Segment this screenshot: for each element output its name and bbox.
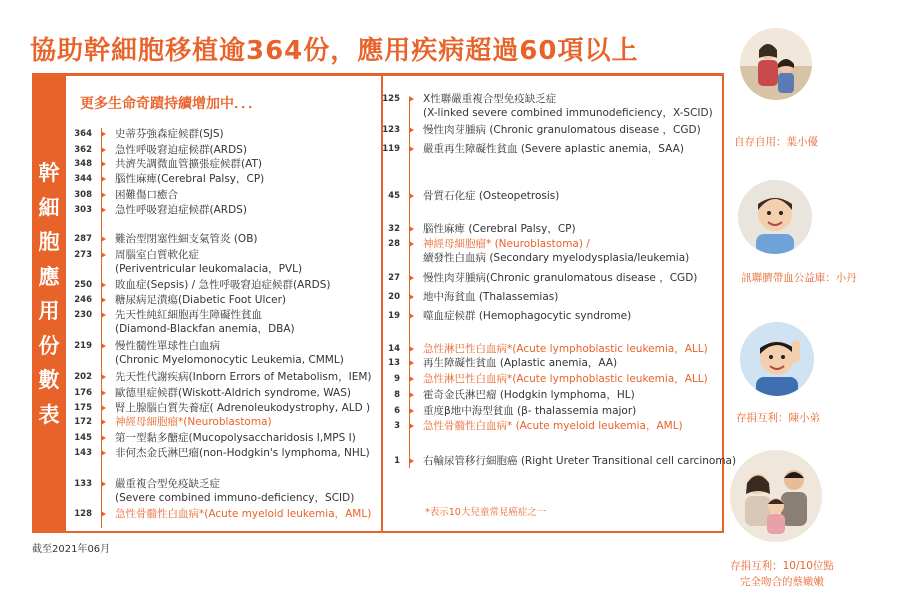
disease-name: [423, 223, 576, 237]
case-count: 125: [382, 94, 400, 104]
case-count: 175: [74, 403, 92, 413]
case-count: 45: [388, 191, 400, 201]
arrow-marker-icon: [101, 236, 106, 242]
disease-name: [423, 389, 635, 403]
disease-name-line: 糖尿病足潰瘍(Diabetic Foot Ulcer): [115, 294, 287, 306]
case-count: 348: [74, 159, 92, 169]
disease-name: [115, 309, 295, 336]
disease-name-line: 困難傷口癒合: [115, 189, 178, 201]
case-count: 13: [388, 358, 400, 368]
arrow-marker-icon: [101, 374, 106, 380]
case-count: 3: [394, 421, 400, 431]
case-count: 219: [74, 341, 92, 351]
case-count: 172: [74, 417, 92, 427]
case-count: 1: [394, 456, 400, 466]
disease-name: [115, 432, 356, 446]
disease-name: [423, 124, 701, 138]
arrow-marker-icon: [101, 435, 106, 441]
case-count: 32: [388, 224, 400, 234]
disease-name: [115, 158, 262, 172]
arrow-marker-icon: [101, 297, 106, 303]
disease-name-line: 腦性麻痺(Cerebral Palsy，CP): [115, 173, 265, 185]
disease-name-line: 急性淋巴性白血病*(Acute lymphoblastic leukemia，ALL): [423, 343, 708, 355]
disease-name: [115, 189, 178, 203]
left-timeline-line: [101, 128, 102, 528]
case-count: 6: [394, 406, 400, 416]
case-count: 273: [74, 250, 92, 260]
photo-illustration-3: [740, 322, 814, 396]
arrow-marker-icon: [409, 408, 414, 414]
disease-name-line: 第一型黏多醣症(Mucopolysaccharidosis I,MPS I): [115, 432, 356, 444]
photo-illustration-1: [740, 28, 812, 100]
arrow-marker-icon: [409, 360, 414, 366]
case-caption-3: 存捐互利：陳小弟: [736, 412, 820, 424]
arrow-marker-icon: [101, 312, 106, 318]
arrow-marker-icon: [101, 390, 106, 396]
disease-name-line: 史蒂芬強森症候群(SJS): [115, 128, 224, 140]
case-count: 303: [74, 205, 92, 215]
disease-name-line: 急性呼吸窘迫症候群(ARDS): [115, 204, 247, 216]
disease-name: [423, 238, 689, 265]
case-photo-boy-2: [740, 322, 814, 396]
case-count: 176: [74, 388, 92, 398]
disease-name: [115, 294, 286, 308]
disease-name: [423, 93, 713, 120]
disease-name: [115, 508, 371, 522]
sidebar-banner: [32, 76, 66, 533]
disease-name: [115, 173, 264, 187]
case-count: 19: [388, 311, 400, 321]
disease-name: [423, 373, 708, 387]
disease-name: [423, 455, 736, 469]
disease-name: [115, 233, 258, 247]
disease-name: [115, 279, 330, 293]
disease-name: [115, 416, 272, 430]
arrow-marker-icon: [101, 419, 106, 425]
disease-name: [423, 343, 708, 357]
arrow-marker-icon: [409, 226, 414, 232]
case-count: 143: [74, 448, 92, 458]
disease-name-line: 敗血症(Sepsis) / 急性呼吸窘迫症候群(ARDS): [115, 279, 331, 291]
disease-name-line: 慢性肉芽腫病(Chronic granulomatous disease ，CGD): [423, 272, 698, 284]
disease-name-line: (Chronic Myelomonocytic Leukemia, CMML): [115, 353, 344, 366]
disease-name: [115, 340, 344, 367]
arrow-marker-icon: [101, 450, 106, 456]
disease-name-line: 急性淋巴性白血病*(Acute lymphoblastic leukemia，ALL): [423, 373, 708, 385]
disease-name-line: 先天性純紅細胞再生障礙性貧血: [115, 309, 262, 321]
arrow-marker-icon: [101, 176, 106, 182]
disease-name-line: 急性骨髓性白血病*(Acute myeloid leukemia，AML): [115, 508, 372, 520]
case-count: 14: [388, 344, 400, 354]
case-count: 202: [74, 372, 92, 382]
disease-name: [423, 272, 697, 286]
arrow-marker-icon: [409, 392, 414, 398]
case-photo-family: [730, 450, 822, 542]
disease-name-line: 再生障礙性貧血 (Aplastic anemia，AA): [423, 357, 618, 369]
case-photo-boy-1: [738, 180, 812, 254]
case-count: 287: [74, 234, 92, 244]
arrow-marker-icon: [101, 252, 106, 258]
case-caption-1: 自存自用：葉小優: [734, 136, 818, 148]
disease-name-line: 神經母細胞瘤* (Neuroblastoma) /: [423, 238, 590, 250]
disease-name-line: 慢性髓性單球性白血病: [115, 340, 220, 352]
disease-name: [115, 447, 370, 461]
footnote: *表示10大兒童常見癌症之一: [425, 507, 547, 518]
disease-name-line: 腦性麻痺 (Cerebral Palsy，CP): [423, 223, 576, 235]
disease-name-line: X性聯嚴重複合型免疫缺乏症: [423, 93, 557, 105]
disease-name-line: 右輸尿管移行細胞癌 (Right Ureter Transitional cell carcinoma): [423, 455, 737, 467]
disease-name: [423, 357, 617, 371]
disease-name: [115, 371, 372, 385]
date-note: 截至2021年06月: [32, 544, 111, 555]
arrow-marker-icon: [409, 96, 414, 102]
arrow-marker-icon: [101, 282, 106, 288]
arrow-marker-icon: [101, 343, 106, 349]
disease-name-line: 慢性肉芽腫病 (Chronic granulomatous disease ，CGD): [423, 124, 701, 136]
disease-name: [423, 420, 683, 434]
disease-name-line: 重度β地中海型貧血 (β- thalassemia major): [423, 405, 637, 417]
disease-name-line: (X-linked severe combined immunodeficiency，X-SCID): [423, 106, 713, 119]
disease-name: [115, 478, 354, 505]
photo-illustration-4: [730, 450, 822, 542]
arrow-marker-icon: [101, 405, 106, 411]
disease-name: [115, 402, 370, 416]
disease-name-line: 急性呼吸窘迫症候群(ARDS): [115, 144, 247, 156]
disease-name-line: 周腦室白質軟化症: [115, 249, 199, 261]
arrow-marker-icon: [409, 346, 414, 352]
arrow-marker-icon: [101, 147, 106, 153]
case-count: 128: [74, 509, 92, 519]
disease-name-line: 地中海貧血 (Thalassemias): [423, 291, 559, 303]
disease-name-line: 難治型閉塞性細支氣管炎 (OB): [115, 233, 258, 245]
disease-name-line: 嚴重複合型免疫缺乏症: [115, 478, 220, 490]
case-caption-4: 存捐互利：10/10位點: [730, 560, 834, 572]
disease-name: [423, 190, 559, 204]
case-count: 28: [388, 239, 400, 249]
disease-name: [423, 143, 684, 157]
disease-name: [115, 387, 351, 401]
case-count: 119: [382, 144, 400, 154]
disease-name: [115, 249, 302, 276]
arrow-marker-icon: [409, 127, 414, 133]
case-count: 27: [388, 273, 400, 283]
case-count: 344: [74, 174, 92, 184]
disease-name-line: 神經母細胞瘤*(Neuroblastoma): [115, 416, 272, 428]
case-count: 133: [74, 479, 92, 489]
case-count: 20: [388, 292, 400, 302]
disease-name-line: 噬血症候群 (Hemophagocytic syndrome): [423, 310, 632, 322]
arrow-marker-icon: [409, 458, 414, 464]
case-count: 308: [74, 190, 92, 200]
arrow-marker-icon: [409, 241, 414, 247]
arrow-marker-icon: [409, 376, 414, 382]
case-count: 364: [74, 129, 92, 139]
arrow-marker-icon: [101, 192, 106, 198]
disease-name-line: (Periventricular leukomalacia，PVL): [115, 262, 303, 275]
arrow-marker-icon: [409, 193, 414, 199]
arrow-marker-icon: [101, 511, 106, 517]
arrow-marker-icon: [409, 313, 414, 319]
disease-name-line: (Diamond-Blackfan anemia，DBA): [115, 322, 295, 335]
disease-name-line: 先天性代謝疾病(Inborn Errors of Metabolism，IEM): [115, 371, 372, 383]
case-count: 8: [394, 390, 400, 400]
disease-name-line: 腎上腺腦白質失養症( Adrenoleukodystrophy, ALD ): [115, 402, 371, 414]
disease-name-line: 骨質石化症 (Osteopetrosis): [423, 190, 560, 202]
disease-name-line: 共濟失調微血管擴張症候群(AT): [115, 158, 262, 170]
case-count: 9: [394, 374, 400, 384]
disease-name-line: 嚴重再生障礙性貧血 (Severe aplastic anemia，SAA): [423, 143, 684, 155]
case-photo-mother-child: [740, 28, 812, 100]
case-count: 246: [74, 295, 92, 305]
arrow-marker-icon: [101, 207, 106, 213]
arrow-marker-icon: [409, 146, 414, 152]
case-count: 123: [382, 125, 400, 135]
arrow-marker-icon: [101, 161, 106, 167]
case-count: 362: [74, 145, 92, 155]
arrow-marker-icon: [101, 481, 106, 487]
more-miracles-text: 更多生命奇蹟持續增加中．．．: [80, 96, 262, 112]
case-count: 145: [74, 433, 92, 443]
arrow-marker-icon: [409, 275, 414, 281]
disease-name-line: 急性骨髓性白血病* (Acute myeloid leukemia，AML): [423, 420, 683, 432]
disease-name: [115, 144, 247, 158]
disease-name: [115, 204, 247, 218]
disease-name-line: 非何杰金氏淋巴瘤(non-Hodgkin's lymphoma, NHL): [115, 447, 370, 459]
page-title: 協助幹細胞移植逾364份，應用疾病超過60項以上: [30, 36, 639, 66]
arrow-marker-icon: [409, 423, 414, 429]
case-count: 230: [74, 310, 92, 320]
sidebar-label: 幹細胞應用份數表: [38, 161, 60, 427]
disease-name-line: (Severe combined immuno-deficiency，SCID): [115, 491, 355, 504]
disease-name-line: 霍奇金氏淋巴瘤 (Hodgkin lymphoma，HL): [423, 389, 635, 401]
case-count: 250: [74, 280, 92, 290]
disease-name: [423, 291, 558, 305]
disease-name-line: 歐德里症候群(Wiskott-Aldrich syndrome, WAS): [115, 387, 351, 399]
disease-name: [115, 128, 224, 142]
disease-name: [423, 405, 636, 419]
disease-name-line: 續發性白血病 (Secondary myelodysplasia/leukemia): [423, 251, 690, 264]
arrow-marker-icon: [409, 294, 414, 300]
case-caption-2: 訊聯臍帶血公益庫：小丹: [741, 272, 857, 284]
disease-name: [423, 310, 631, 324]
photo-illustration-2: [738, 180, 812, 254]
case-caption-4-line2: 完全吻合的蔡嫩嫩: [740, 576, 824, 588]
arrow-marker-icon: [101, 131, 106, 137]
